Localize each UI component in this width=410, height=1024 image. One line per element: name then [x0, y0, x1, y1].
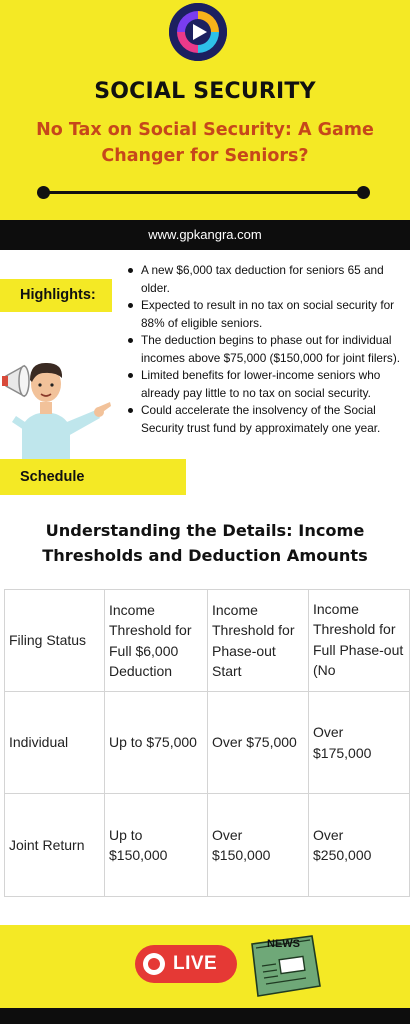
- divider-dot-right: [357, 186, 370, 199]
- live-button[interactable]: [135, 945, 237, 983]
- table-cell: Individual: [5, 692, 105, 794]
- live-dot-center: [148, 958, 160, 970]
- news-label: NEWS: [267, 938, 300, 950]
- footer-bar: [0, 1008, 410, 1024]
- megaphone-icon: [0, 362, 40, 402]
- page-title: SOCIAL SECURITY: [94, 79, 316, 104]
- table-header-cell: Income Threshold for Phase-out Start: [208, 590, 309, 692]
- highlight-item: A new $6,000 tax deduction for seniors 65 and older.: [124, 262, 406, 297]
- table-header-row: [5, 590, 410, 692]
- income-threshold-table: [4, 589, 410, 897]
- highlights-label: Highlights:: [0, 279, 112, 312]
- table-cell: Over $250,000: [309, 794, 410, 897]
- table-cell: Over $75,000: [208, 692, 309, 794]
- schedule-label: Schedule: [0, 459, 186, 495]
- title-divider: [40, 191, 366, 194]
- highlight-item: Could accelerate the insolvency of the Social Security trust fund by approximately one year.: [124, 402, 406, 437]
- highlight-item: Expected to result in no tax on social security for 88% of eligible seniors.: [124, 297, 406, 332]
- logo-icon: [169, 3, 227, 61]
- table-cell: Over $150,000: [208, 794, 309, 897]
- table-header-text: Income Threshold for Full Phase-out (No: [313, 600, 404, 678]
- table-header-cell: [309, 590, 410, 692]
- divider-dot-left: [37, 186, 50, 199]
- highlight-item: Limited benefits for lower-income seniors who already pay little to no tax on social security.: [124, 367, 406, 402]
- table-row: [5, 794, 410, 897]
- highlight-item: The deduction begins to phase out for individual incomes above $75,000 ($150,000 for joint filers).: [124, 332, 406, 367]
- live-label: LIVE: [173, 953, 218, 974]
- table-header-cell: Filing Status: [5, 590, 105, 692]
- table-cell: Over $175,000: [309, 692, 410, 794]
- website-url[interactable]: www.gpkangra.com: [0, 220, 410, 250]
- table-cell: Up to $75,000: [105, 692, 208, 794]
- highlights-list: [124, 262, 406, 437]
- table-header-cell: Income Threshold for Full $6,000 Deduction: [105, 590, 208, 692]
- section-title: Understanding the Details: Income Thresholds and Deduction Amounts: [42, 521, 368, 565]
- table-cell: Joint Return: [5, 794, 105, 897]
- person-pointing-illustration: [0, 352, 118, 460]
- table-row: [5, 692, 410, 794]
- table-cell: Up to $150,000: [105, 794, 208, 897]
- page-subtitle: No Tax on Social Security: A Game Changer for Seniors?: [36, 120, 374, 166]
